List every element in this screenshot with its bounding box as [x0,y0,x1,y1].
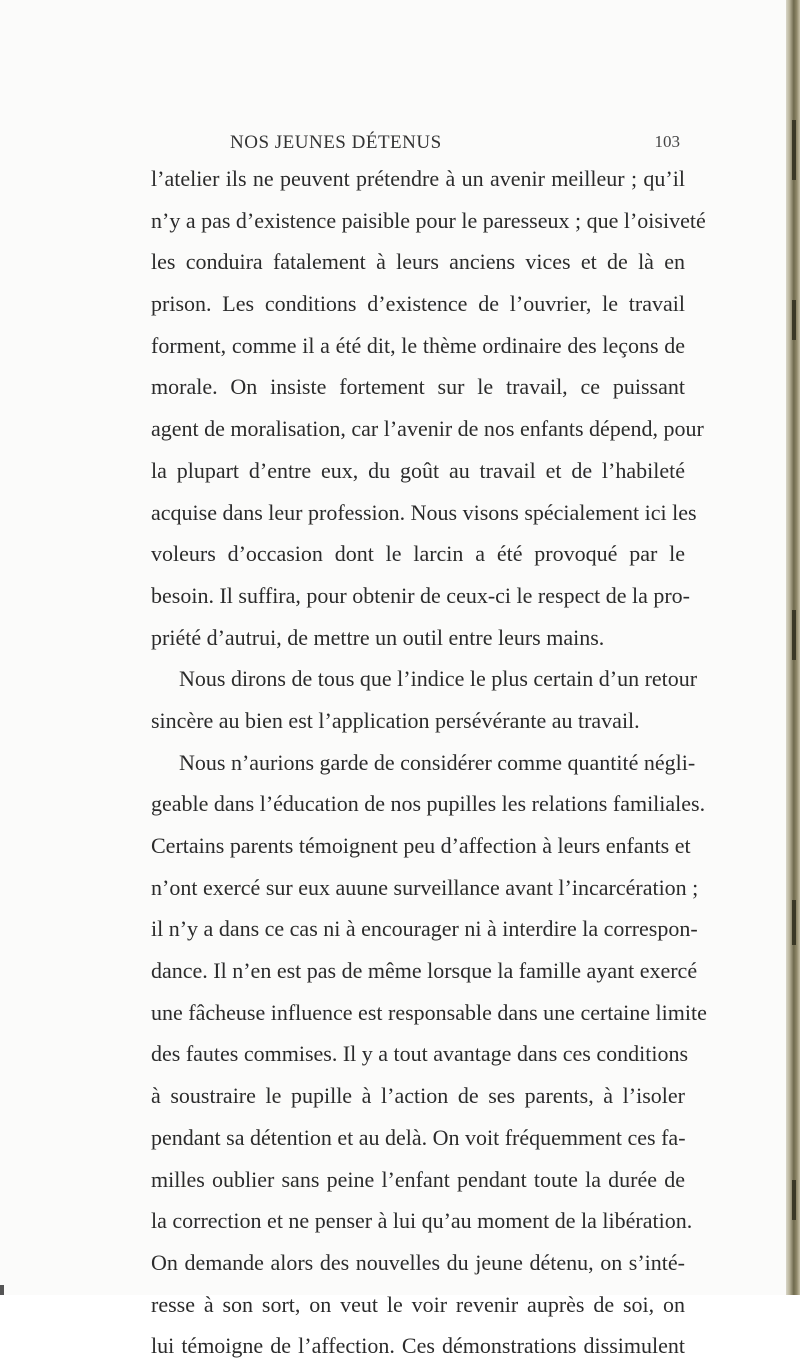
text-line: les conduira fatalement à leurs anciens vices et de là en [151,249,685,275]
text-line: la plupart d’entre eux, du goût au travail et de l’habileté [151,457,685,483]
text-line: n’ont exercé sur eux auune surveillance avant l’incarcération ; [151,874,699,900]
page-edge-dark-band [792,1180,796,1220]
text-line: dance. Il n’en est pas de même lorsque la famille ayant exercé [151,958,698,984]
body-text [151,158,707,1367]
text-line: sincère au bien est l’application persévérante au travail. [151,707,640,733]
text-line: voleurs d’occasion dont le larcin a été provoqué par le [151,541,685,567]
text-line: geable dans l’éducation de nos pupilles les relations familiales. [151,791,706,817]
text-line: la correction et ne penser à lui qu’au moment de la libération. [151,1208,693,1234]
text-line: pendant sa détention et au delà. On voit fréquemment ces fa- [151,1124,686,1150]
page-edge-dark-band [792,900,796,945]
text-line: forment, comme il a été dit, le thème ordinaire des leçons de [151,332,685,358]
text-line: à soustraire le pupille à l’action de ses parents, à l’isoler [151,1083,685,1109]
text-line: On demande alors des nouvelles du jeune détenu, on s’inté- [151,1249,685,1275]
text-line: priété d’autrui, de mettre un outil entre leurs mains. [151,624,605,650]
text-line: l’atelier ils ne peuvent prétendre à un avenir meilleur ; qu’il [151,166,685,191]
text-line: morale. On insiste fortement sur le travail, ce puissant [151,374,685,400]
text-line: des fautes commises. Il y a tout avantage dans ces conditions [151,1041,689,1067]
page-number: 103 [654,132,680,151]
text-line: Certains parents témoignent peu d’affection à leurs enfants et [151,833,691,858]
page-edge-dark-band [792,610,796,660]
running-head [150,132,680,156]
text-line: besoin. Il suffira, pour obtenir de ceux-ci le respect de la pro- [151,582,690,608]
text-line: milles oublier sans peine l’enfant pendant toute la durée de [151,1166,685,1192]
page-edge-shadow [786,0,800,1295]
running-title: NOS JEUNES DÉTENUS [230,132,442,153]
text-line: n’y a pas d’existence paisible pour le paresseux ; que l’oisiveté [151,207,706,233]
page-edge-dark-band [792,120,796,180]
text-line: Nous n’aurions garde de considérer comme quantité négli- [179,749,696,775]
page-corner-mark [0,1285,4,1295]
text-line: acquise dans leur profession. Nous visons spécialement ici les [151,499,697,525]
text-line: agent de moralisation, car l’avenir de nos enfants dépend, pour [151,416,704,442]
text-line: une fâcheuse influence est responsable dans une certaine limite [151,999,707,1025]
text-line: resse à son sort, on veut le voir revenir auprès de soi, on [151,1291,685,1317]
text-line: lui témoigne de l’affection. Ces démonstrations dissimulent [151,1333,685,1359]
text-line: Nous dirons de tous que l’indice le plus certain d’un retour [179,666,698,692]
page-edge-dark-band [792,300,796,340]
text-line: prison. Les conditions d’existence de l’ouvrier, le travail [151,291,685,317]
text-line: il n’y a dans ce cas ni à encourager ni à interdire la correspon- [151,916,698,942]
